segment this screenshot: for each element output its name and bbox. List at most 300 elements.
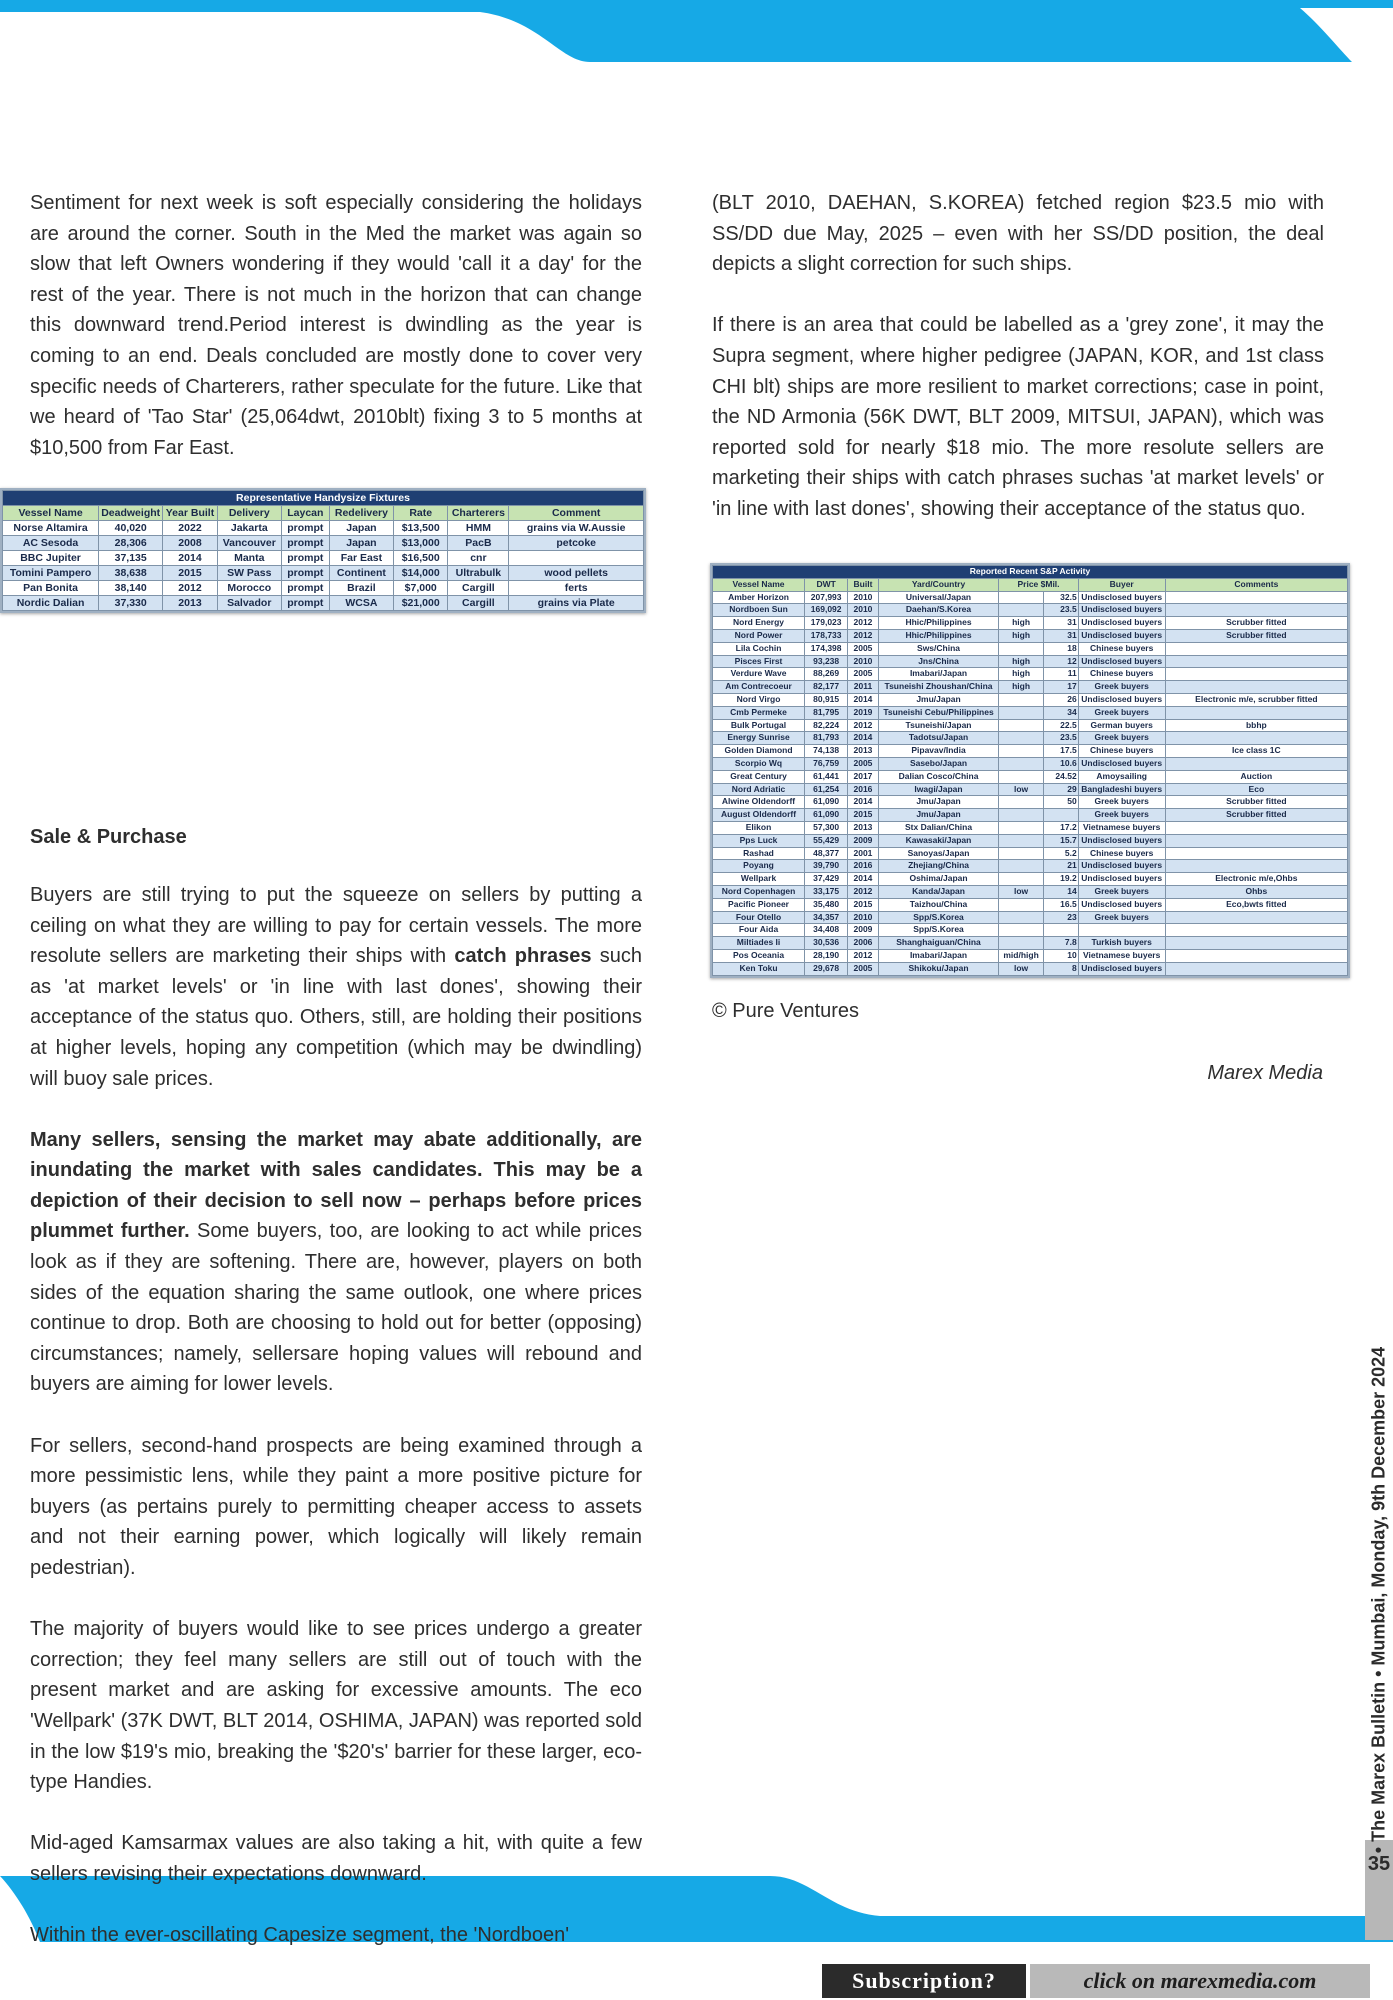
handysize-column-header: Vessel Name [3, 506, 99, 521]
sp-table-cell: 10 [1043, 949, 1078, 962]
sp-table-cell: 88,269 [805, 668, 848, 681]
sp-table-cell [999, 834, 1043, 847]
sp-table-cell: Undisclosed buyers [1078, 834, 1165, 847]
sp-table-cell: Tadotsu/Japan [878, 732, 999, 745]
p2-bold-text: catch phrases [454, 945, 592, 968]
p3-bold-text: Many sellers, sensing the market may abate additionally, are inundating the market with sales candidates. This may be a depiction of their decision to sell now – perhaps before prices plummet further. [30, 1128, 642, 1243]
sp-table-cell [999, 924, 1043, 937]
sp-table-cell: 35,480 [805, 898, 848, 911]
sp-column-header: Yard/Country [878, 578, 999, 591]
sp-table-cell [1165, 911, 1347, 924]
sp-table-cell: 2009 [848, 834, 878, 847]
sp-table-cell: Jmu/Japan [878, 693, 999, 706]
sp-table-cell: Chinese buyers [1078, 668, 1165, 681]
sp-table-cell: Undisclosed buyers [1078, 757, 1165, 770]
sp-table-cell [999, 745, 1043, 758]
sp-table-cell: 2010 [848, 655, 878, 668]
sp-table-cell: high [999, 655, 1043, 668]
sp-table-cell: August Oldendorff [713, 809, 805, 822]
handysize-table-cell: $13,000 [393, 536, 447, 551]
sp-table-cell: Elikon [713, 821, 805, 834]
sp-table-row [713, 937, 1348, 950]
handysize-table-row [3, 551, 644, 566]
sp-table-cell: Pos Oceania [713, 949, 805, 962]
sp-table-cell: Scorpio Wq [713, 757, 805, 770]
sp-table-cell: Tsuneishi/Japan [878, 719, 999, 732]
sp-table-cell: 2019 [848, 706, 878, 719]
sp-table-cell: Hhic/Philippines [878, 617, 999, 630]
handysize-table-cell: BBC Jupiter [3, 551, 99, 566]
sp-table-row [713, 911, 1348, 924]
sp-table-row [713, 681, 1348, 694]
sp-table-cell [999, 693, 1043, 706]
sp-table-cell: 2010 [848, 911, 878, 924]
handysize-table-cell: petcoke [509, 536, 644, 551]
sp-table-cell: Electronic m/e, scrubber fitted [1165, 693, 1347, 706]
handysize-column-header: Charterers [448, 506, 509, 521]
sp-table-cell: Greek buyers [1078, 706, 1165, 719]
sp-table-cell: Ohbs [1165, 885, 1347, 898]
sp-table-cell: 5.2 [1043, 847, 1078, 860]
sp-table-cell: 10.6 [1043, 757, 1078, 770]
sp-table-cell: Scrubber fitted [1165, 629, 1347, 642]
sp-table-row [713, 642, 1348, 655]
handysize-table-row [3, 596, 644, 611]
sp-table-cell: 34,357 [805, 911, 848, 924]
sp-table-cell: 2005 [848, 642, 878, 655]
sp-table-row [713, 655, 1348, 668]
handysize-table-row [3, 581, 644, 596]
handysize-table-cell: HMM [448, 521, 509, 536]
sp-table-cell: low [999, 783, 1043, 796]
handysize-table-cell: $21,000 [393, 596, 447, 611]
sp-table-cell [1078, 924, 1165, 937]
sp-table-cell: 2015 [848, 898, 878, 911]
sp-table-cell: Sws/China [878, 642, 999, 655]
sp-table-cell [999, 796, 1043, 809]
sp-table-cell [999, 732, 1043, 745]
sp-table-cell: Greek buyers [1078, 732, 1165, 745]
sp-table-cell: Spp/S.Korea [878, 911, 999, 924]
sp-table-cell: mid/high [999, 949, 1043, 962]
sp-table-cell [1165, 732, 1347, 745]
sp-table-cell: 93,238 [805, 655, 848, 668]
sp-table-cell: 23.5 [1043, 732, 1078, 745]
sp-table-cell: Hhic/Philippines [878, 629, 999, 642]
handysize-table-cell: PacB [448, 536, 509, 551]
handysize-column-header: Laycan [281, 506, 329, 521]
sp-table-cell: 81,793 [805, 732, 848, 745]
sp-table-cell: Four Aida [713, 924, 805, 937]
sp-table-cell: 2011 [848, 681, 878, 694]
handysize-table-cell: Jakarta [217, 521, 281, 536]
sp-table-row [713, 783, 1348, 796]
sp-table-cell: 2012 [848, 629, 878, 642]
sp-table-cell: Undisclosed buyers [1078, 591, 1165, 604]
sp-table-row [713, 591, 1348, 604]
left-paragraph-5: The majority of buyers would like to see prices undergo a greater correction; they feel many sellers are still out of touch with the present market and are asking for excessive amounts. The eco 'Wellpark' (37K DWT, BLT 2014, OSHIMA, JAPAN) was reported sold in the low $19's mio, breaking the '$20's' barrier for these larger, eco-type Handies. [30, 1618, 642, 1794]
sp-table-cell: Bangladeshi buyers [1078, 783, 1165, 796]
sp-table-row [713, 949, 1348, 962]
handysize-table-cell: Morocco [217, 581, 281, 596]
sp-table-cell: Imabari/Japan [878, 668, 999, 681]
sp-table-cell: 26 [1043, 693, 1078, 706]
handysize-table-cell: 40,020 [99, 521, 163, 536]
sp-table-cell: 80,915 [805, 693, 848, 706]
sp-table-row [713, 809, 1348, 822]
sp-table-cell: 179,023 [805, 617, 848, 630]
sp-table-cell [1165, 681, 1347, 694]
sp-table-cell [999, 911, 1043, 924]
sp-table-cell [999, 642, 1043, 655]
sp-table-cell [999, 860, 1043, 873]
handysize-table-cell: 37,330 [99, 596, 163, 611]
handysize-table-cell: 2013 [163, 596, 217, 611]
sp-table-cell [1165, 962, 1347, 975]
sp-table-cell [1043, 809, 1078, 822]
sp-table-cell: Pacific Pioneer [713, 898, 805, 911]
sp-table-cell: Jns/China [878, 655, 999, 668]
sp-table-cell: 2001 [848, 847, 878, 860]
sp-table-cell: Greek buyers [1078, 911, 1165, 924]
handysize-table-cell: prompt [281, 521, 329, 536]
sp-table-cell: Pipavav/India [878, 745, 999, 758]
sp-table-cell: 48,377 [805, 847, 848, 860]
handysize-table-cell: Cargill [448, 581, 509, 596]
sp-column-header: Price $Mil. [999, 578, 1078, 591]
sp-table-cell [999, 898, 1043, 911]
marexmedia-link[interactable]: click on marexmedia.com [1030, 1964, 1370, 1998]
sp-table-cell: 28,190 [805, 949, 848, 962]
sp-table-row [713, 821, 1348, 834]
sp-table-cell: 23.5 [1043, 604, 1078, 617]
sp-table-cell: high [999, 629, 1043, 642]
sp-table-cell [1165, 924, 1347, 937]
sp-table-cell: Undisclosed buyers [1078, 898, 1165, 911]
sp-table-cell: Chinese buyers [1078, 847, 1165, 860]
sp-table-cell: Universal/Japan [878, 591, 999, 604]
sp-table-cell [1165, 847, 1347, 860]
sp-table-cell: Tsuneishi Cebu/Philippines [878, 706, 999, 719]
sp-table-cell: 17.2 [1043, 821, 1078, 834]
handysize-table-cell: Japan [329, 536, 393, 551]
sp-table-row [713, 693, 1348, 706]
sp-table-row [713, 617, 1348, 630]
right-column [712, 188, 1324, 525]
sp-table-cell: Auction [1165, 770, 1347, 783]
sp-table-cell: low [999, 885, 1043, 898]
sp-table-cell: Dalian Cosco/China [878, 770, 999, 783]
sp-table-row [713, 885, 1348, 898]
sp-table-cell: Chinese buyers [1078, 745, 1165, 758]
handysize-table-cell: Vancouver [217, 536, 281, 551]
handysize-table-cell: Salvador [217, 596, 281, 611]
handysize-table-cell: 2008 [163, 536, 217, 551]
handysize-column-header: Delivery [217, 506, 281, 521]
subscription-button[interactable]: Subscription? [822, 1964, 1026, 1998]
sp-table-cell: Lila Cochin [713, 642, 805, 655]
sp-table-cell: Sanoyas/Japan [878, 847, 999, 860]
handysize-table-cell: ferts [509, 581, 644, 596]
sp-table-cell [1165, 591, 1347, 604]
sp-table-cell: Undisclosed buyers [1078, 693, 1165, 706]
sp-table-row [713, 796, 1348, 809]
sp-table-cell: Greek buyers [1078, 796, 1165, 809]
handysize-table-cell: $13,500 [393, 521, 447, 536]
sp-activity-table [710, 563, 1350, 978]
handysize-table-cell: SW Pass [217, 566, 281, 581]
sp-table-cell: 55,429 [805, 834, 848, 847]
page-number: 35 [1367, 1853, 1391, 1875]
sp-table-cell: Jmu/Japan [878, 796, 999, 809]
sp-table-cell: Great Century [713, 770, 805, 783]
sp-table-cell: 57,300 [805, 821, 848, 834]
sp-table-cell: 8 [1043, 962, 1078, 975]
sp-table-cell: Iwagi/Japan [878, 783, 999, 796]
sp-table-cell: 24.52 [1043, 770, 1078, 783]
sp-table-cell: Vietnamese buyers [1078, 821, 1165, 834]
sp-table-row [713, 873, 1348, 886]
sp-table-cell: 2010 [848, 604, 878, 617]
sp-table-cell [1165, 668, 1347, 681]
handysize-column-header: Rate [393, 506, 447, 521]
handysize-table-cell: Ultrabulk [448, 566, 509, 581]
sp-table-cell: 169,092 [805, 604, 848, 617]
sp-table-cell: 2015 [848, 809, 878, 822]
sp-table-cell: 61,254 [805, 783, 848, 796]
sp-table-cell: 82,224 [805, 719, 848, 732]
sp-column-header: DWT [805, 578, 848, 591]
sp-table-cell: 2006 [848, 937, 878, 950]
handysize-table-cell: Tomini Pampero [3, 566, 99, 581]
sp-table-cell: 2012 [848, 617, 878, 630]
sp-table-cell: 18 [1043, 642, 1078, 655]
sp-table-cell [999, 770, 1043, 783]
sp-table-cell [1165, 642, 1347, 655]
copyright-text: © Pure Ventures [712, 1000, 860, 1022]
sp-table-cell: Rashad [713, 847, 805, 860]
sp-table-cell: Verdure Wave [713, 668, 805, 681]
sp-column-header: Vessel Name [713, 578, 805, 591]
handysize-fixtures-table [0, 488, 646, 613]
sp-table-cell: high [999, 668, 1043, 681]
sp-table-cell: low [999, 962, 1043, 975]
sp-table-row [713, 745, 1348, 758]
handysize-table-cell: 38,638 [99, 566, 163, 581]
sp-table-cell: 61,090 [805, 796, 848, 809]
sp-table-cell [999, 809, 1043, 822]
sp-table-cell: 2013 [848, 821, 878, 834]
sp-table-cell: Scrubber fitted [1165, 796, 1347, 809]
handysize-column-header: Comment [509, 506, 644, 521]
sp-table-cell: German buyers [1078, 719, 1165, 732]
sp-table-cell: high [999, 681, 1043, 694]
sp-table-cell: Undisclosed buyers [1078, 873, 1165, 886]
sp-table-cell: Pps Luck [713, 834, 805, 847]
sp-table-cell: 61,441 [805, 770, 848, 783]
handysize-table-cell: prompt [281, 536, 329, 551]
sp-table-row [713, 757, 1348, 770]
handysize-table-cell: Manta [217, 551, 281, 566]
sp-table-cell: Kanda/Japan [878, 885, 999, 898]
top-decorative-band [0, 0, 1393, 66]
handysize-table-cell: cnr [448, 551, 509, 566]
sp-table-cell: 29,678 [805, 962, 848, 975]
sp-table-cell: 34 [1043, 706, 1078, 719]
handysize-table-cell: 38,140 [99, 581, 163, 596]
sp-table-cell: Vietnamese buyers [1078, 949, 1165, 962]
sp-column-header: Buyer [1078, 578, 1165, 591]
sp-table-row [713, 629, 1348, 642]
sp-table-cell: 32.5 [1043, 591, 1078, 604]
handysize-table-cell: Continent [329, 566, 393, 581]
source-credit: Marex Media [1207, 1062, 1323, 1084]
handysize-column-header: Deadweight [99, 506, 163, 521]
left-paragraph-6: Mid-aged Kamsarmax values are also taking a hit, with quite a few sellers revising their expectations downward. [30, 1832, 642, 1885]
sp-table-row [713, 719, 1348, 732]
sp-table-cell: Jmu/Japan [878, 809, 999, 822]
sp-table-cell: 2014 [848, 796, 878, 809]
sp-table-cell: 2005 [848, 962, 878, 975]
sp-table-row [713, 668, 1348, 681]
handysize-table-cell: Cargill [448, 596, 509, 611]
sp-table-cell: Greek buyers [1078, 681, 1165, 694]
sp-table-cell: 2005 [848, 668, 878, 681]
sp-table-cell: Nord Power [713, 629, 805, 642]
sp-table-cell: Undisclosed buyers [1078, 962, 1165, 975]
sp-table-cell: 15.7 [1043, 834, 1078, 847]
sp-table-cell [999, 719, 1043, 732]
handysize-table-cell: AC Sesoda [3, 536, 99, 551]
sp-table-cell: Stx Dalian/China [878, 821, 999, 834]
sp-table-cell: Spp/S.Korea [878, 924, 999, 937]
sp-table-cell: 31 [1043, 617, 1078, 630]
sp-table-cell: Shikoku/Japan [878, 962, 999, 975]
sp-table-cell: Shanghaiguan/China [878, 937, 999, 950]
sp-table-cell: 2014 [848, 732, 878, 745]
left-column [30, 188, 642, 1951]
sp-table-cell: 12 [1043, 655, 1078, 668]
sp-table-cell: Sasebo/Japan [878, 757, 999, 770]
sp-table-row [713, 924, 1348, 937]
right-paragraph-1: (BLT 2010, DAEHAN, S.KOREA) fetched region $23.5 mio with SS/DD due May, 2025 – even with her SS/DD position, the deal depicts a slight correction for such ships. [712, 192, 1324, 276]
sp-table-row [713, 706, 1348, 719]
sp-table-cell [1165, 706, 1347, 719]
sp-table-cell: bbhp [1165, 719, 1347, 732]
sp-table-row [713, 732, 1348, 745]
left-paragraph-2 [30, 880, 642, 1094]
sp-table-cell: Kawasaki/Japan [878, 834, 999, 847]
sp-column-header: Comments [1165, 578, 1347, 591]
sp-table-cell: 2005 [848, 757, 878, 770]
left-paragraph-1: Sentiment for next week is soft especially considering the holidays are around the corner. South in the Med the market was again so slow that left Owners wondering if they would 'call it a day' for the rest of the year. There is not much in the horizon that can change this downward trend.Period interest is dwindling as the year is coming to an end. Deals concluded are mostly done to cover very specific needs of Charterers, rather speculate for the future. Like that we heard of 'Tao Star' (25,064dwt, 2010blt) fixing 3 to 5 months at $10,500 from Far East. [30, 192, 642, 459]
sp-table-cell: Ice class 1C [1165, 745, 1347, 758]
left-paragraph-4: For sellers, second-hand prospects are being examined through a more pessimistic lens, while they paint a more positive picture for buyers (as pertains purely to permitting cheaper access to assets and not their earning power, which logically will likely remain pedestrian). [30, 1434, 642, 1579]
handysize-column-header: Year Built [163, 506, 217, 521]
sp-table-cell [999, 604, 1043, 617]
handysize-table-cell: $7,000 [393, 581, 447, 596]
sp-table-title: Reported Recent S&P Activity [713, 566, 1348, 579]
sp-table-cell: Cmb Permeke [713, 706, 805, 719]
sp-table-cell: Poyang [713, 860, 805, 873]
sp-table-cell: Oshima/Japan [878, 873, 999, 886]
sp-table-cell: 2009 [848, 924, 878, 937]
sp-table-row [713, 860, 1348, 873]
sp-table-cell: 50 [1043, 796, 1078, 809]
sp-table-cell: Nordboen Sun [713, 604, 805, 617]
sp-table-cell: Bulk Portugal [713, 719, 805, 732]
sp-table-cell: 37,429 [805, 873, 848, 886]
sp-table-cell: Golden Diamond [713, 745, 805, 758]
sp-table-cell: Nord Energy [713, 617, 805, 630]
handysize-table-cell: 28,306 [99, 536, 163, 551]
handysize-table-cell: WCSA [329, 596, 393, 611]
sp-table-cell: Amber Horizon [713, 591, 805, 604]
sp-table-cell [1043, 924, 1078, 937]
sp-table-cell: 31 [1043, 629, 1078, 642]
handysize-table-cell: Japan [329, 521, 393, 536]
sp-table-cell [1165, 757, 1347, 770]
sp-table-cell [1165, 949, 1347, 962]
sp-table-cell: 14 [1043, 885, 1078, 898]
sp-table-row [713, 834, 1348, 847]
handysize-table-cell: $14,000 [393, 566, 447, 581]
sp-table-cell: 81,795 [805, 706, 848, 719]
sp-table-cell: 76,759 [805, 757, 848, 770]
sp-table-cell: 74,138 [805, 745, 848, 758]
sp-table-cell: 2010 [848, 591, 878, 604]
handysize-table-cell: prompt [281, 581, 329, 596]
sp-table-cell: 30,536 [805, 937, 848, 950]
sp-table-cell [999, 757, 1043, 770]
sp-table-cell: 34,408 [805, 924, 848, 937]
handysize-table-title: Representative Handysize Fixtures [3, 491, 644, 506]
sp-table-cell: Undisclosed buyers [1078, 655, 1165, 668]
sp-table-cell: 174,398 [805, 642, 848, 655]
sp-table-cell: 16.5 [1043, 898, 1078, 911]
handysize-table-row [3, 521, 644, 536]
handysize-table-cell: prompt [281, 566, 329, 581]
handysize-table-row [3, 566, 644, 581]
sp-table-cell: 2013 [848, 745, 878, 758]
sp-table-cell: 22.5 [1043, 719, 1078, 732]
sp-table-row [713, 898, 1348, 911]
sp-table-cell: Nord Copenhagen [713, 885, 805, 898]
handysize-table-cell: 2014 [163, 551, 217, 566]
sp-table-cell [999, 591, 1043, 604]
sp-table-cell [999, 847, 1043, 860]
sale-purchase-heading: Sale & Purchase [30, 826, 187, 849]
handysize-table-cell: grains via Plate [509, 596, 644, 611]
sp-table-cell: 2012 [848, 719, 878, 732]
handysize-table-cell: Brazil [329, 581, 393, 596]
sp-table-row [713, 770, 1348, 783]
sp-table-cell: 61,090 [805, 809, 848, 822]
vertical-publication-line: • The Marex Bulletin • Mumbai, Monday, 9th December 2024 [1368, 1346, 1389, 1854]
sp-table-cell: 207,993 [805, 591, 848, 604]
sp-table-cell: Four Otello [713, 911, 805, 924]
sp-column-header: Built [848, 578, 878, 591]
sp-table-cell: 2012 [848, 949, 878, 962]
sp-table-cell: Zhejiang/China [878, 860, 999, 873]
sp-table-cell: Electronic m/e,Ohbs [1165, 873, 1347, 886]
sp-table-cell: 17.5 [1043, 745, 1078, 758]
sp-table-cell: 2017 [848, 770, 878, 783]
sp-table-cell: Undisclosed buyers [1078, 629, 1165, 642]
sp-table-cell [999, 937, 1043, 950]
sp-table-cell: 19.2 [1043, 873, 1078, 886]
sp-table-cell: Daehan/S.Korea [878, 604, 999, 617]
